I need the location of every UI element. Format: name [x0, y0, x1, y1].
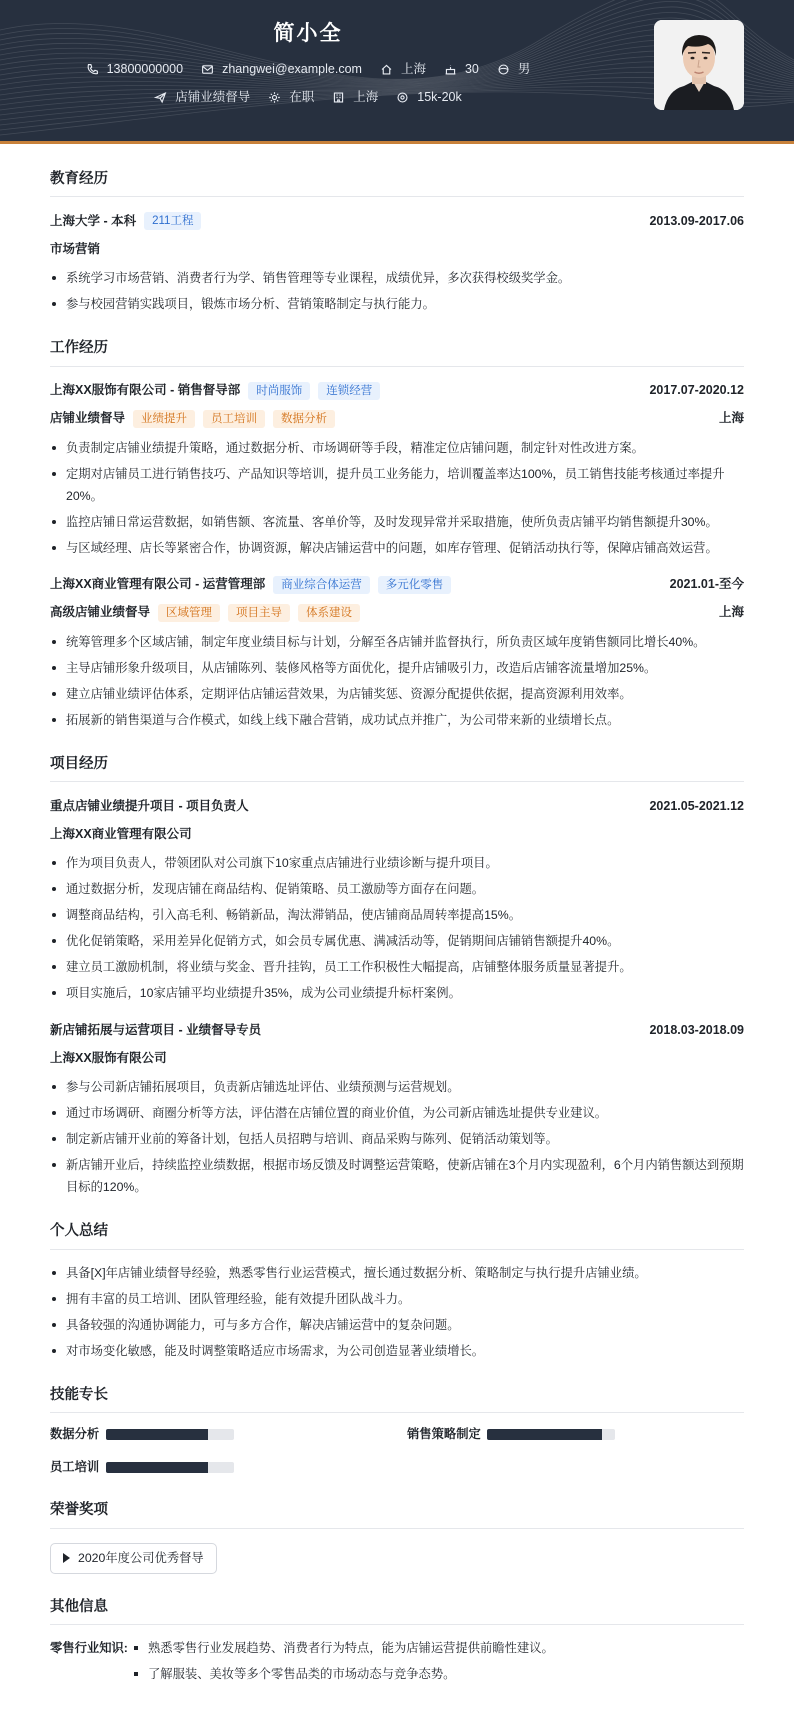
- company-tag: 时尚服饰: [248, 382, 310, 400]
- project-entry: [50, 794, 744, 1004]
- company-title: 上海XX商业管理有限公司 - 运营管理部: [50, 577, 266, 592]
- age-value: 30: [464, 62, 479, 76]
- list-item: 优化促销策略，采用差异化促销方式，如会员专属优惠、满减活动等，促销期间店铺销售额提升40%。: [50, 930, 744, 952]
- profile-photo: [654, 20, 744, 110]
- summary-bullets: [50, 1262, 744, 1362]
- major-name: 市场营销: [50, 241, 101, 256]
- email-info: [201, 60, 362, 79]
- salary-info: [396, 88, 461, 107]
- skill-bar-fill: [106, 1462, 208, 1473]
- list-item: 拥有丰富的员工培训、团队管理经验，能有效提升团队战斗力。: [50, 1288, 744, 1310]
- list-item: 具备较强的沟通协调能力，可与多方合作，解决店铺运营中的复杂问题。: [50, 1314, 744, 1336]
- work-entry: [50, 573, 744, 731]
- hometown-value: 上海: [400, 62, 426, 76]
- job-intent-row: [0, 88, 616, 107]
- building-icon: [332, 91, 345, 104]
- work-bullets: [50, 437, 744, 559]
- cake-icon: [444, 63, 457, 76]
- job-location: 上海: [718, 411, 744, 426]
- project-entry: [50, 1018, 744, 1198]
- gear-icon: [268, 91, 281, 104]
- list-item: 拓展新的销售渠道与合作模式，如线上线下融合营销，成功试点并推广，为公司带来新的业绩增长点。: [50, 709, 744, 731]
- job-role: 高级店铺业绩督导: [50, 605, 151, 620]
- work-date: 2017.07-2020.12: [649, 383, 744, 398]
- list-item: 熟悉零售行业发展趋势、消费者行为特点，能为店铺运营提供前瞻性建议。: [132, 1637, 744, 1659]
- phone-icon: [86, 63, 99, 76]
- work-section: [50, 337, 744, 730]
- section-title-education: 教育经历: [50, 168, 744, 197]
- section-title-skills: 技能专长: [50, 1384, 744, 1413]
- list-item: 新店铺开业后，持续监控业绩数据，根据市场反馈及时调整运营策略，使新店铺在3个月内实现盈利，6个月内销售额达到预期目标的120%。: [50, 1154, 744, 1198]
- education-date: 2013.09-2017.06: [649, 213, 744, 228]
- role-tag: 业绩提升: [133, 410, 195, 428]
- role-tag: 数据分析: [273, 410, 335, 428]
- education-bullets: [50, 267, 744, 315]
- skill-name: 数据分析: [50, 1427, 100, 1442]
- skill-name: 员工培训: [50, 1460, 100, 1475]
- honors-section: [50, 1499, 744, 1574]
- list-item: 制定新店铺开业前的筹备计划，包括人员招聘与培训、商品采购与陈列、促销活动策划等。: [50, 1128, 744, 1150]
- salary-value: 15k-20k: [417, 90, 462, 104]
- mail-icon: [201, 63, 214, 76]
- role-tag: 体系建设: [298, 604, 360, 622]
- project-title: 重点店铺业绩提升项目 - 项目负责人: [50, 798, 249, 813]
- list-item: 系统学习市场营销、消费者行为学、销售管理等专业课程，成绩优异，多次获得校级奖学金。: [50, 267, 744, 289]
- list-item: 与区域经理、店长等紧密合作，协调资源，解决店铺运营中的问题，如库存管理、促销活动执行等，保障店铺高效运营。: [50, 537, 744, 559]
- project-company: 上海XX服饰有限公司: [50, 1050, 167, 1065]
- skills-section: [50, 1384, 744, 1478]
- list-item: 了解服装、美妆等多个零售品类的市场动态与竞争态势。: [132, 1663, 744, 1685]
- coin-icon: [396, 91, 409, 104]
- list-item: 作为项目负责人，带领团队对公司旗下10家重点店铺进行业绩诊断与提升项目。: [50, 852, 744, 874]
- project-bullets: [50, 852, 744, 1004]
- age-info: [444, 60, 479, 79]
- list-item: 具备[X]年店铺业绩督导经验，熟悉零售行业运营模式，擅长通过数据分析、策略制定与执行提升店铺业绩。: [50, 1262, 744, 1284]
- skill-item: [407, 1425, 744, 1444]
- list-item: 通过市场调研、商圈分析等方法，评估潜在店铺位置的商业价值，为公司新店铺选址提供专业建议。: [50, 1102, 744, 1124]
- list-item: 通过数据分析，发现店铺在商品结构、促销策略、员工激励等方面存在问题。: [50, 878, 744, 900]
- section-title-work: 工作经历: [50, 337, 744, 366]
- section-title-summary: 个人总结: [50, 1220, 744, 1249]
- play-triangle-icon: [63, 1553, 70, 1563]
- gender-value: 男: [517, 62, 531, 76]
- contact-row: [0, 60, 616, 79]
- project-title: 新店铺拓展与运营项目 - 业绩督导专员: [50, 1022, 262, 1037]
- company-tag: 连锁经营: [318, 382, 380, 400]
- list-item: 调整商品结构，引入高毛利、畅销新品，淘汰滞销品，使店铺商品周转率提高15%。: [50, 904, 744, 926]
- status-info: [268, 88, 314, 107]
- education-section: [50, 168, 744, 315]
- summary-section: [50, 1220, 744, 1361]
- avatar: [654, 20, 744, 110]
- school-tag: 211工程: [144, 212, 201, 230]
- work-bullets: [50, 631, 744, 731]
- project-date: 2021.05-2021.12: [649, 798, 744, 813]
- skill-bar: [106, 1462, 234, 1473]
- work-entry: [50, 379, 744, 559]
- home-icon: [380, 63, 393, 76]
- company-title: 上海XX服饰有限公司 - 销售督导部: [50, 383, 241, 398]
- job-target-info: [154, 88, 250, 107]
- section-title-honors: 荣誉奖项: [50, 1499, 744, 1528]
- company-tag: 商业综合体运营: [273, 576, 370, 594]
- project-bullets: [50, 1076, 744, 1198]
- job-role: 店铺业绩督导: [50, 411, 126, 426]
- role-tag: 区域管理: [158, 604, 220, 622]
- work-date: 2021.01-至今: [669, 577, 744, 592]
- list-item: 参与公司新店铺拓展项目，负责新店铺选址评估、业绩预测与运营规划。: [50, 1076, 744, 1098]
- skills-grid: [50, 1425, 744, 1477]
- skill-bar: [487, 1429, 615, 1440]
- job-location: 上海: [718, 605, 744, 620]
- job-target-value: 店铺业绩督导: [175, 90, 251, 104]
- phone-number: 13800000000: [106, 62, 184, 76]
- email-address: zhangwei@example.com: [222, 62, 362, 76]
- projects-section: [50, 753, 744, 1198]
- resume-header: [0, 0, 794, 144]
- gender-icon: [497, 63, 510, 76]
- role-tag: 项目主导: [228, 604, 290, 622]
- resume-body: [0, 144, 794, 1719]
- list-item: 建立员工激励机制，将业绩与奖金、晋升挂钩，员工工作积极性大幅提高，店铺整体服务质量显著提升。: [50, 956, 744, 978]
- other-info-row: [50, 1637, 744, 1689]
- send-icon: [154, 91, 167, 104]
- list-item: 对市场变化敏感，能及时调整策略适应市场需求，为公司创造显著业绩增长。: [50, 1340, 744, 1362]
- other-info-label: 零售行业知识:: [50, 1641, 128, 1656]
- hometown-info: [380, 60, 426, 79]
- list-item: 项目实施后，10家店铺平均业绩提升35%，成为公司业绩提升标杆案例。: [50, 982, 744, 1004]
- skill-item: [50, 1425, 387, 1444]
- skill-name: 销售策略制定: [407, 1427, 481, 1442]
- city-info: [332, 88, 378, 107]
- company-tag: 多元化零售: [378, 576, 452, 594]
- city-value: 上海: [353, 90, 379, 104]
- other-info-bullets: [132, 1637, 744, 1689]
- list-item: 统筹管理多个区域店铺，制定年度业绩目标与计划，分解至各店铺并监督执行，所负责区域年度销售额同比增长40%。: [50, 631, 744, 653]
- school-title: 上海大学 - 本科: [50, 213, 137, 228]
- list-item: 建立店铺业绩评估体系，定期评估店铺运营效果，为店铺奖惩、资源分配提供依据，提高资源利用效率。: [50, 683, 744, 705]
- project-date: 2018.03-2018.09: [649, 1022, 744, 1037]
- skill-bar: [106, 1429, 234, 1440]
- section-title-projects: 项目经历: [50, 753, 744, 782]
- award-item: [50, 1543, 217, 1574]
- other-section: [50, 1596, 744, 1689]
- education-entry: [50, 209, 744, 315]
- gender-info: [497, 60, 531, 79]
- status-value: 在职: [289, 90, 315, 104]
- role-tag: 员工培训: [203, 410, 265, 428]
- list-item: 监控店铺日常运营数据，如销售额、客流量、客单价等，及时发现异常并采取措施，使所负责店铺平均销售额提升30%。: [50, 511, 744, 533]
- skill-bar-fill: [106, 1429, 208, 1440]
- skill-bar-fill: [487, 1429, 602, 1440]
- phone-info: [86, 60, 183, 79]
- candidate-name: 简小全: [273, 22, 343, 45]
- skill-item: [50, 1458, 387, 1477]
- list-item: 定期对店铺员工进行销售技巧、产品知识等培训，提升员工业务能力，培训覆盖率达100%，员工销售技能考核通过率提升20%。: [50, 463, 744, 507]
- award-name: 2020年度公司优秀督导: [78, 1550, 204, 1565]
- section-title-other: 其他信息: [50, 1596, 744, 1625]
- list-item: 参与校园营销实践项目，锻炼市场分析、营销策略制定与执行能力。: [50, 293, 744, 315]
- list-item: 主导店铺形象升级项目，从店铺陈列、装修风格等方面优化，提升店铺吸引力，改造后店铺客流量增加25%。: [50, 657, 744, 679]
- list-item: 负责制定店铺业绩提升策略，通过数据分析、市场调研等手段，精准定位店铺问题，制定针对性改进方案。: [50, 437, 744, 459]
- project-company: 上海XX商业管理有限公司: [50, 826, 192, 841]
